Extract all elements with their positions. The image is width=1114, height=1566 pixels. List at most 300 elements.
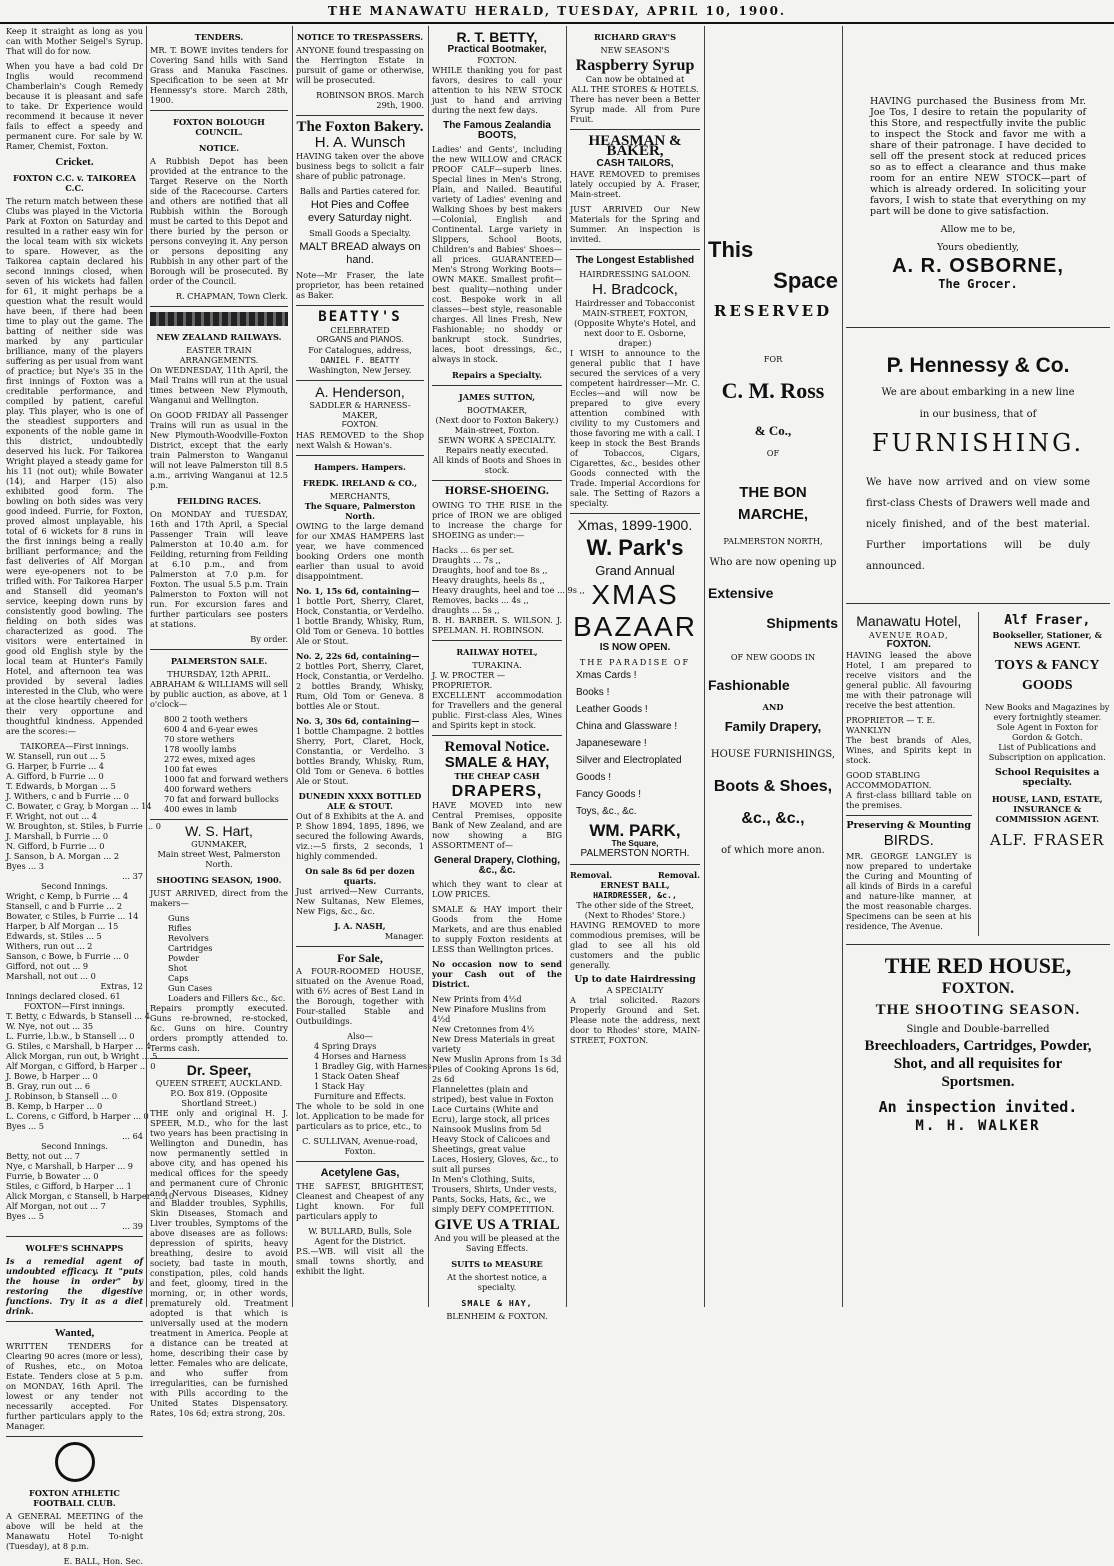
bradcock-heading: H. Bradcock,	[592, 281, 678, 298]
hamper-3-text: 1 bottle Champagne. 2 bottles Sherry, Port, Claret, Hock, Constantia, or Verdelho. 3 bottles Brandy, Whisky, Rum, Old Tom or Geneva. 6 bottles Ale or Stout.	[296, 726, 424, 786]
manawatu-hotel-text-2: The best brands of Ales, Wines, and Spirits kept in stock.	[846, 735, 972, 765]
speer-box: P.O. Box 819. (Opposite Shortland Street.)	[170, 1088, 268, 1108]
manawatu-hotel-text: HAVING leased the above Hotel, I am prepared to receive visitors and the general public. All favouring me with their patronage will receive the best attention.	[846, 650, 972, 710]
score-row: A. Gifford, b Furrie ... 0	[6, 771, 104, 781]
score-row: Nye, c Marshall, b Harper ... 9	[6, 1161, 134, 1171]
score-row: W. Nye, not out ... 35	[6, 1021, 94, 1031]
sale-items	[150, 714, 288, 814]
birds-text: BIRDS.	[883, 832, 934, 849]
beatty-organs: ORGANS and PIANOS.	[316, 335, 404, 344]
divider	[432, 480, 562, 481]
park-heading: W. Park's	[586, 535, 684, 560]
henderson-town: FOXTON.	[341, 420, 379, 429]
fraser-text-2: Sole Agent in Foxton for Gordon & Gotch.	[996, 722, 1098, 742]
list-item: In Men's Clothing, Suits, Trousers, Shirts, Under vests, Pants, Socks, Hats, &c., we simply DEFY COMPETITION.	[432, 1174, 557, 1214]
hart-subheading: GUNMAKER,	[191, 839, 247, 849]
heasman-heading: HEASMAN & BAKER,	[588, 133, 682, 159]
acetylene-ps: P.S.—WB. will visit all the small towns shortly, and exhibit the light.	[296, 1246, 424, 1276]
grand-annual-text: Grand Annual	[595, 563, 675, 578]
score-row: J. Robinson, b Stansell ... 0	[6, 1091, 118, 1101]
divider	[296, 115, 424, 116]
column-divider	[428, 26, 429, 1307]
list-item: draughts ... 5s ,,	[432, 605, 500, 615]
removal-label: Removal.	[657, 870, 700, 880]
divider	[6, 1436, 143, 1437]
divider	[296, 1161, 424, 1162]
suits-heading: SUITS to MEASURE	[451, 1259, 543, 1269]
score-row: T. Betty, c Edwards, b Stansell ... 4	[6, 1011, 150, 1021]
bradcock-text: I WISH to announce to the general public that I have secured the services of a very competent hairdresser—Mr. C. Eccles—and will now be prepared to give every attention combined with civility to my Customers and those favoring me with a call. I keep in stock the Best Brands of Tobaccos, Cigars, Cigarettes, &c., besides other Goods connected with the Trade. Imperial Accordions for sale. The Setting of Razors a specialty.	[570, 348, 700, 508]
score-row: Alf Morgan, c Gifford, b Harper ... 0	[6, 1061, 156, 1071]
divider	[150, 819, 288, 820]
masthead: THE MANAWATU HERALD, TUESDAY, APRIL 10, 1900.	[0, 0, 1114, 24]
ireland-subheading: MERCHANTS,	[329, 491, 391, 501]
list-item: Heavy draughts, heels 8s ,,	[432, 575, 545, 585]
nash-title: Manager.	[384, 931, 424, 941]
space-text: Space	[773, 268, 838, 293]
beatty-name: DANIEL F. BEATTY	[320, 355, 400, 365]
ireland-text: OWING to the large demand for our XMAS HAMPERS last year, we have commenced booking Orders one month earlier than usual to avoid disappointment.	[296, 521, 424, 581]
removal-label: Removal.	[570, 870, 613, 880]
column-divider	[704, 26, 705, 1307]
breechloaders-text: Breechloaders, Cartridges, Powder, Shot, and all requisites for Sportsmen.	[864, 1038, 1092, 1090]
list-item: Hacks ... 6s per set.	[432, 545, 515, 555]
divider	[6, 1236, 143, 1237]
divider	[570, 129, 700, 130]
beatty-subheading: CELEBRATED	[330, 325, 390, 335]
score-row: J. Bowe, b Harper ... 0	[6, 1071, 98, 1081]
sewn-work-text: SEWN WORK A SPECIALTY.	[438, 435, 556, 445]
railway-hotel-proprietor: J. W. PROCTER — PROPRIETOR.	[432, 670, 506, 690]
ball-address: The other side of the Street, (Next to Rhodes' Store.)	[576, 900, 694, 920]
list-item: New Dress Materials in great variety	[432, 1034, 555, 1054]
heasman-subheading: CASH TAILORS,	[596, 158, 674, 169]
sale-date: THURSDAY, 12th APRIL.	[167, 669, 271, 679]
list-item: China and Glassware !	[576, 721, 678, 732]
list-item: Fancy Goods !	[576, 789, 642, 800]
speer-text: THE only and original H. J. SPEER, M.D., who for the last two years has been practising in Wellington and Dunedin, has now permanently settled in above city, and has opened his medical offices for the speedy and permanent cure of Chronic and Nervous Diseases, Kidney and Bladder troubles, Syphilis, Skin Diseases, Stomach and Liver troubles, Symptoms of the above diseases are as follows: depression of spirits, heavy breathing, desire to avoid society, bad taste in mouth, constipation, piles, cold hands and feet, gloomy, tired in the morning, or, in other words, prematurely old. Treatment adopted is that which is universally used at the modern treatment in America. People at a distance can be treated at home, describing their case by letter. Females who are delicate, and who suffer from irregularities, can be furnished with Pills according to the United States Dispensatory. Rates, 10s 6d; extra strong, 20s.	[150, 1108, 288, 1418]
xmas-heading: XMAS	[591, 579, 679, 610]
list-item: Revolvers	[168, 933, 209, 943]
malt-bread-text: MALT BREAD always on hand.	[299, 241, 421, 266]
list-item: New Cretonnes from 4½	[432, 1024, 535, 1034]
beatty-heading: BEATTY'S	[318, 309, 402, 325]
henderson-text: HAS REMOVED to the Shop next Walsh & Howan's.	[296, 430, 424, 450]
manawatu-hotel-heading: Manawatu Hotel,	[856, 613, 962, 629]
score-row: T. Edwards, b Morgan ... 5	[6, 781, 116, 791]
score-row: G. Stiles, c Marshall, b Harper ... 4	[6, 1041, 152, 1051]
divider	[6, 1321, 143, 1322]
for-text: FOR	[763, 354, 783, 364]
list-item: Laces, Hosiery, Gloves, &c., to suit all purses	[432, 1154, 559, 1174]
trial-text: And you will be pleased at the Saving Effects.	[434, 1233, 560, 1253]
ball-heading: ERNEST BALL,	[600, 880, 670, 890]
score-list-2	[6, 891, 143, 1001]
score-total: Innings declared closed. 61	[6, 991, 121, 1001]
divider	[150, 649, 288, 650]
score-list-4	[6, 1151, 175, 1231]
hairdressing-saloon-heading: HAIRDRESSING SALOON.	[579, 269, 691, 279]
gray-stores: ALL THE STORES & HOTELS.	[571, 84, 699, 94]
list-item: Books !	[576, 687, 610, 698]
wanted-heading: Wanted,	[54, 1327, 95, 1339]
hart-text-2: Repairs promptly executed. Guns re-browned, re-stocked, &c. Guns on hire. Country orders promptly attended to. Terms cash.	[150, 1003, 288, 1053]
divider	[846, 603, 1110, 604]
right-ad-column	[985, 612, 1111, 936]
ball-text-2: A trial solicited. Razors Properly Ground and Set. Please note the address, next door to Rhodes' store, MAIN-STREET, FOXTON.	[570, 995, 700, 1045]
heasman-text-2: JUST ARRIVED Our New Materials for the Spring and Summer. An inspection is invited.	[570, 204, 700, 244]
list-item: Heavy Stock of Calicoes and Sheetings, great value	[432, 1134, 551, 1154]
railways-subheading: EASTER TRAIN ARRANGEMENTS.	[179, 345, 259, 365]
gray-text: Can now be obtained at	[585, 74, 685, 84]
hart-address: Main street West, Palmerston North.	[157, 849, 281, 869]
acetylene-signature: W. BULLARD, Bulls, Sole Agent for the District.	[308, 1226, 412, 1246]
fraser-subheading: Bookseller, Stationer, & NEWS AGENT.	[992, 630, 1102, 650]
list-item: Draughts ... 7s ,,	[432, 555, 501, 565]
arrived-text: Just arrived—New Currants, New Sultanas, New Elemes, New Figs, &c., &c.	[296, 886, 424, 916]
list-item: 1 Stack Oaten Sheaf	[314, 1071, 399, 1081]
list-item: Shot	[168, 963, 188, 973]
horseshoeing-signature: B. H. BARBER. S. WILSON. J. SPELMAN. H. ROBINSON.	[432, 615, 562, 635]
beatty-address: Washington, New Jersey.	[308, 365, 412, 375]
etc-text: &c., &c.,	[741, 810, 805, 827]
list-item: Cartridges	[168, 943, 213, 953]
baker-note: Note—Mr Fraser, the late proprietor, has been retained as Baker.	[296, 270, 424, 300]
railways-heading: NEW ZEALAND RAILWAYS.	[156, 332, 282, 342]
drapers-heading: DRAPERS,	[451, 783, 543, 800]
list-item: New Pinafore Muslins from 4½d	[432, 1004, 547, 1024]
score-row: F. Wright, not out ... 4	[6, 811, 98, 821]
column-divider	[292, 26, 293, 1307]
score-row: Alick Morgan, c Stansell, b Harper ... 10	[6, 1191, 175, 1201]
manawatu-hotel-billiard: A first-class billiard table on the premises.	[846, 790, 972, 810]
grocer-text: The Grocer.	[938, 277, 1018, 291]
fraser-text-3: List of Publications and Subscription on application.	[988, 742, 1106, 762]
column-5	[570, 26, 700, 1307]
alf-fraser-name: ALF. FRASER	[990, 831, 1105, 849]
osborne-text: HAVING purchased the Business from Mr. Joe Tos, I desire to retain the popularity of this Store, and respectfully invite the public to inspect the Stock and favor me with a share of their patronage. I have decided to sell off the present stock at reduced prices so as to effect a clearance and thus make room for an entire NEW STOCK—part of which is already ordered. In soliciting your favors, I wish to state that everything on my part will be done to give satisfaction.	[870, 96, 1086, 217]
bon-marche-heading: THE BON MARCHE,	[738, 484, 808, 523]
score-row: Extras, 12	[100, 981, 143, 991]
small-goods-text: Small Goods a Specialty.	[309, 228, 411, 238]
trespassers-text: ANYONE found trespassing on the Herrington Estate in pursuit of game or otherwise, will be prosecuted.	[296, 45, 425, 85]
zealandia-text: Ladies' and Gents', including the new WILLOW and CRACK PROOF CALF—superb lines. Special lines in Men's Strong, Plain, and Nailed. Beautiful variety of Ladies' evening and Walking Shoes by best makers—Colonial, English and Continental. Large variety in Slippers, School Boots, Children's and Babies' Shoes—all prices. GUARANTEED—Men's Strong Working Boots—OWN MAKE. Smallest profit—best quality—nothing under cost. Bespoke work in all classes—best style, reasonable charges. All lines Fresh, New Fashionable; no shoddy or bankrupt stock. Sundries, laces, boot dressings, &c., always in stock.	[432, 144, 562, 364]
column-2	[150, 26, 289, 1418]
column-4	[432, 26, 585, 1321]
list-item: Guns	[168, 913, 190, 923]
toys-fancy-goods-heading: TOYS & FANCY GOODS	[995, 658, 1100, 693]
suits-text: At the shortest notice, a specialty.	[447, 1272, 547, 1292]
divider	[846, 815, 972, 816]
score-row: J. Withers, c and b Furrie ... 0	[6, 791, 129, 801]
shooting-season-heading: SHOOTING SEASON, 1900.	[156, 875, 282, 885]
list-item: 4 Horses and Harness	[314, 1051, 407, 1061]
score-row: Bowater, c Stiles, b Furrie ... 14	[6, 911, 139, 921]
horseshoeing-heading: HORSE-SHOEING.	[444, 486, 550, 497]
hart-text: JUST ARRIVED, direct from the makers—	[150, 888, 288, 908]
list-item: 600 4 and 6-year ewes	[164, 724, 258, 734]
list-item: 1 Stack Hay	[314, 1081, 365, 1091]
score-row: G. Harper, b Furrie ... 4	[6, 761, 105, 771]
ball-text: HAVING REMOVED to more commodious premises, will be glad to see all his old customers and the public generally.	[570, 920, 700, 970]
column-1	[6, 26, 175, 1566]
score-row: Alick Morgan, run out, b Wright ... 5	[6, 1051, 158, 1061]
score-total: ... 39	[122, 1221, 143, 1231]
list-item: 1 Bradley Gig, with Harness	[314, 1061, 432, 1071]
list-item: Flannelettes (plain and striped), best value in Foxton	[432, 1084, 554, 1104]
forsale-signature: C. SULLIVAN, Avenue-road, Foxton.	[302, 1136, 418, 1156]
score-row: J. Sanson, b A. Morgan ... 2	[6, 851, 120, 861]
divider	[150, 306, 288, 307]
score-heading-3: FOXTON—First innings.	[23, 1001, 125, 1011]
removal-notice-heading: Removal Notice.	[444, 739, 550, 755]
ross-co: & Co.,	[754, 423, 792, 438]
forsale-text: A FOUR-ROOMED HOUSE, situated on the Avenue Road, with 6½ acres of Best Land in the Borough, together with Four-stalled Stable and Outbuildings.	[296, 966, 424, 1026]
railway-hotel-text: EXCELLENT accommodation for Travellers and the general public. First-class Ales, Wines and Spirits kept in stock.	[432, 690, 562, 730]
anon-text: of which more anon.	[721, 845, 825, 856]
divider	[150, 1058, 288, 1059]
paradise-text: THE PARADISE OF	[579, 657, 691, 667]
ireland-address: The Square, Palmerston North.	[304, 501, 416, 521]
heasman-text: HAVE REMOVED to premises lately occupied by A. Fraser, Main-street.	[570, 169, 700, 199]
wunsch-heading: H. A. Wunsch	[314, 134, 406, 151]
trespassers-signature: ROBINSON BROS. March 29th, 1900.	[316, 90, 424, 110]
score-row: Stiles, c Gifford, b Harper ... 1	[6, 1181, 132, 1191]
list-item: 400 forward wethers	[164, 784, 252, 794]
column-6	[708, 26, 838, 1307]
speer-address: QUEEN STREET, AUCKLAND.	[155, 1078, 283, 1088]
list-item: Draughts, hoof and toe 8s ,,	[432, 565, 548, 575]
shooting-season-text: THE SHOOTING SEASON.	[875, 1002, 1081, 1018]
smale-text-4: No occasion now to send your Cash out of the District.	[432, 959, 562, 989]
list-item: 178 woolly lambs	[164, 744, 237, 754]
intro-text: Keep it straight as long as you can with Mother Seigel's Syrup. That will do for now.	[6, 26, 143, 56]
removal-row	[570, 870, 700, 880]
divider	[296, 455, 424, 456]
horseshoeing-prices	[432, 545, 585, 615]
general-drapery-heading: General Drapery, Clothing, &c., &c.	[434, 855, 560, 876]
extensive-text: Extensive	[708, 585, 774, 601]
railways-text-2: On GOOD FRIDAY all Passenger Trains will run as usual in the New Plymouth-Woodville-Foxton District, except that the early train Palmerston to Wanganui will not leave Palmerston till 8.5 a.m., arriving Wanganui at 12.5 p.m.	[150, 410, 288, 490]
list-item: 800 2 tooth wethers	[164, 714, 248, 724]
sale-text: ABRAHAM & WILLIAMS will sell by public auction, as above, at 1 o'clock—	[150, 679, 288, 709]
smale-hay-locations: BLENHEIM & FOXTON.	[446, 1311, 548, 1321]
dunedin-heading: DUNEDIN XXXX BOTTLED ALE & STOUT.	[298, 791, 422, 811]
betty-town: FOXTON.	[477, 55, 517, 65]
column-7	[846, 26, 1110, 1307]
acetylene-heading: Acetylene Gas,	[320, 1167, 400, 1179]
list-item: Toys, &c., &c.	[576, 806, 637, 817]
list-item: 1000 fat and forward wethers	[164, 774, 289, 784]
forsale-also: Also—	[347, 1031, 373, 1041]
score-total: ... 37	[122, 871, 143, 881]
football-signature: E. BALL, Hon. Sec.	[63, 1556, 143, 1566]
business-text: in our business, that of	[919, 409, 1037, 420]
list-item: Lace Curtains (White and Ecru), large stock, all prices	[432, 1104, 550, 1124]
longest-established-heading: The Longest Established	[575, 255, 695, 266]
fraser-heading: Alf Fraser,	[1004, 613, 1091, 628]
score-heading-1: TAIKOREA—First innings.	[20, 741, 129, 751]
divider	[846, 944, 1110, 945]
score-row: Byes ... 5	[6, 1121, 44, 1131]
score-heading-4: Second Innings.	[41, 1141, 108, 1151]
divider	[296, 946, 424, 947]
forsale-items	[296, 1041, 432, 1101]
wm-park-name: WM. PARK,	[589, 821, 681, 840]
hart-items	[150, 913, 288, 1003]
hamper-3-heading: No. 3, 30s 6d, containing—	[296, 716, 420, 726]
divider	[296, 305, 424, 306]
smale-text-3: SMALE & HAY import their Goods from the Home Markets, and are thus enabled to supply Foxton residents at LESS than Wellington prices.	[432, 904, 562, 954]
smale-hay-heading: SMALE & HAY,	[444, 754, 550, 771]
score-row: B. Gray, run out ... 6	[6, 1081, 91, 1091]
ball-subheading: HAIRDRESSER, &c.,	[593, 890, 677, 900]
red-house-heading: THE RED HOUSE,	[884, 953, 1072, 978]
of-text: OF	[766, 448, 780, 458]
schnapps-heading: WOLFE'S SCHNAPPS	[25, 1243, 124, 1253]
hamper-1-text: 1 bottle Port, Sherry, Claret, Hock, Constantia, or Verdelho. 1 bottle Brandy, Whisky, Rum, Old Tom or Geneva. 10 bottles Ale or Stout.	[296, 596, 424, 646]
score-row: Furrie, b Bowater ... 0	[6, 1171, 99, 1181]
score-row: W. Stansell, run out ... 5	[6, 751, 106, 761]
list-item: Japaneseware !	[576, 738, 647, 749]
zealandia-heading: The Famous Zealandia BOOTS,	[443, 120, 551, 141]
column-divider	[146, 26, 147, 1307]
left-ad-column	[846, 612, 972, 936]
score-row: B. Kemp, b Harper ... 0	[6, 1101, 103, 1111]
smale-text-2: which they want to clear at LOW PRICES.	[432, 879, 562, 899]
ross-heading: C. M. Ross	[721, 378, 825, 403]
score-row: Betty, not out ... 7	[6, 1151, 80, 1161]
smale-items	[432, 994, 562, 1214]
score-row: Withers, run out ... 2	[6, 941, 93, 951]
manawatu-hotel-town: FOXTON.	[886, 639, 931, 650]
tenders-heading: TENDERS.	[194, 32, 244, 42]
yours-text: Yours obediently,	[937, 242, 1019, 253]
henderson-heading: A. Henderson,	[315, 384, 405, 400]
races-heading: FEILDING RACES.	[176, 496, 262, 506]
raspberry-syrup-heading: Raspberry Syrup	[575, 57, 695, 74]
gray-heading: RICHARD GRAY'S	[594, 32, 676, 42]
park-town: PALMERSTON NORTH.	[580, 848, 690, 859]
bradcock-address-2: (Opposite Whyte's Hotel, and next door to E. Osborne, draper.)	[574, 318, 696, 348]
list-item: Leather Goods !	[576, 704, 648, 715]
xmas-1899-heading: Xmas, 1899-1900.	[577, 517, 693, 533]
score-heading-2: Second Innings.	[41, 881, 108, 891]
balls-text: Balls and Parties catered for.	[299, 186, 421, 196]
list-item: Nainsook Muslins from 5d	[432, 1124, 542, 1134]
school-requisites-text: School Requisites a specialty.	[995, 767, 1100, 788]
divider	[432, 385, 562, 386]
list-item: Loaders and Fillers &c., &c.	[168, 993, 286, 1003]
and-text: AND	[762, 702, 784, 712]
list-item: Piles of Cooking Aprons 1s 6d, 2s 6d	[432, 1064, 559, 1084]
list-item: 400 ewes in lamb	[164, 804, 237, 814]
tenders-text: MR. T. BOWE invites tenders for Covering Sand hills with Sand Grass and Manuka Fascines. Specification to be seen at Mr Hennessy's store. March 28th, 1900.	[150, 45, 288, 105]
cricket-report: The return match between these Clubs was played in the Victoria Park at Foxton on Saturday and resulted in a rather easy win for the local team with six wickets to spare. However, as the Taikorea captain declared his second innings closed, when seven of his wickets had fallen for 61, it might perhaps be a question what the result would have been, if there had been time to play out the game. The batting of neither side was marked by any particular brilliance, many of the players suffering as per usual from want of practice; but Nye's 35 in the first innings of Foxton was a creditable performance, and compiled by patient, careful play. This player, who is one of the steadiest supporters and exponents of the noble game in this district, undoubtedly deserved his luck. For Taikorea Wright played a steady game for his 11 (not out); while Bowater (14), and Harper (15) also exhibited good form. The bowling on both sides was very good indeed. Furrie, for Foxton, proved almost unplayable, his total of 6 wickets for 8 runs in the first innings being a really brilliant performance; and the fast deliveries of Alf Morgan were eye-openers not to be trifled with. For Taikorea Harper and Stansell did yeoman's service, keeping down runs by consistently good bowling. The fielding on both sides was characterized as good. The visitors were entertained in good old English style by the local team at Hunter's Family Hotel, and afternoon tea was provided by several ladies interested in the Club, who were at the close heartily cheered for their very opportune and thoughtful kindness. Appended are the scores:—	[6, 196, 143, 736]
hamper-2-text: 2 bottles Port, Sherry, Claret, Hock, Constantia, or Verdelho. 2 bottles Brandy, Whisky, Rum, Old Tom or Geneva. 8 bottles Ale or Stout.	[296, 661, 424, 711]
list-item: Heavy draughts, heel and toe ... 9s ,,	[432, 585, 585, 595]
fashionable-text: Fashionable	[708, 677, 790, 693]
house-agent-text: HOUSE, LAND, ESTATE, INSURANCE & COMMISSION AGENT.	[991, 794, 1103, 824]
score-row: Sanson, c Bowe, b Furrie ... 0	[6, 951, 129, 961]
list-item: 4 Spring Drays	[314, 1041, 377, 1051]
manawatu-hotel-address: AVENUE ROAD,	[868, 630, 949, 640]
henderson-subheading: SADDLER & HARNESS-MAKER,	[309, 400, 411, 420]
red-house-town: FOXTON.	[941, 980, 1015, 997]
now-open-text: IS NOW OPEN.	[599, 642, 671, 653]
council-text: A Rubbish Depot has been provided at the entrance to the Target Reserve on the North side of the Racecourse. Carters and others are notified that all Rubbish within the Borough must be carted to this Depot and there buried by the person or persons conveying it. Any person or persons depositing any Rubbish in any other part of the Borough will be prosecuted. By order of the Council.	[150, 156, 288, 286]
park-items	[570, 667, 700, 820]
manawatu-hotel-stabling: GOOD STABLING ACCOMMODATION.	[846, 770, 932, 790]
score-list-3	[6, 1011, 158, 1141]
list-item: 272 ewes, mixed ages	[164, 754, 256, 764]
gray-subheading: NEW SEASON'S	[600, 45, 670, 55]
wanted-text: WRITTEN TENDERS for Clearing 90 acres (more or less), of Rushes, etc., on Motoa Estate. Tenders close at 5 p.m. on MONDAY, 16th April. The lowest or any tender not necessarily accepted. For further particulars apply to the Manager.	[6, 1341, 143, 1431]
house-furnishings-text: HOUSE FURNISHINGS,	[710, 749, 836, 760]
sutton-stock: All kinds of Boots and Shoes in stock.	[432, 455, 562, 475]
osborne-name: A. R. OSBORNE,	[892, 255, 1064, 277]
races-text: On MONDAY and TUESDAY, 16th and 17th April, a Special Passenger Train will leave Palmerston at 10.40 a.m. for Feilding, returning from Feilding at 6.10 p.m., and from Palmerston at 7.0 p.m. for Foxton. The usual 5.5 p.m. Train Palmerston to Foxton will not run. For excursion fares and further particulars see posters at stations.	[150, 509, 288, 629]
divider	[432, 640, 562, 641]
sutton-heading: JAMES SUTTON,	[458, 392, 536, 402]
repairs-heading: Repairs a Specialty.	[452, 370, 542, 380]
score-row: C. Bowater, c Gray, b Morgan ... 14	[6, 801, 152, 811]
cricket-heading: Cricket.	[55, 156, 94, 168]
this-text: This	[708, 237, 754, 262]
score-row: Wright, c Kemp, b Furrie ... 4	[6, 891, 129, 901]
list-item: Gun Cases	[168, 983, 213, 993]
list-item: 100 fat ewes	[164, 764, 217, 774]
smale-text: HAVE MOVED into new Central Premises, opposite Bank of New Zealand, and are now showing a BIG ASSORTMENT of—	[432, 800, 562, 850]
family-drapery-text: Family Drapery,	[724, 719, 822, 734]
smale-hay-footer: SMALE & HAY,	[461, 1298, 533, 1308]
score-row: Harper, b Alf Morgan ... 15	[6, 921, 119, 931]
specialty-text: A SPECIALTY	[606, 985, 664, 995]
allow-text: Allow me to be,	[940, 224, 1016, 235]
list-item: Caps	[168, 973, 189, 983]
divider	[846, 327, 1110, 328]
score-row: Marshall, not out ... 0	[6, 971, 96, 981]
train-illustration	[150, 312, 288, 326]
list-item: Xmas Cards !	[576, 670, 637, 681]
score-list-1	[6, 751, 161, 881]
hart-heading: W. S. Hart,	[185, 823, 253, 839]
list-item: Removes, backs ... 4s ,,	[432, 595, 529, 605]
divider	[432, 735, 562, 736]
speer-heading: Dr. Speer,	[186, 1062, 252, 1078]
betty-text: WHILE thanking you for past favors, desires to call your attention to his NEW STOCK just to hand and arriving during the next few days.	[432, 65, 562, 115]
railway-hotel-town: TURAKINA.	[472, 660, 522, 670]
score-total: ... 64	[122, 1131, 143, 1141]
council-heading: FOXTON BOLOUGH COUNCIL.	[173, 117, 265, 137]
schnapps-text: Is a remedial agent of undoubted efficacy. It "puts the house in order" by restoring the digestive functions. Try it as a diet drink.	[6, 1256, 143, 1316]
embark-text: We are about embarking in a new line	[881, 387, 1075, 398]
list-item: 70 fat and forward bullocks	[164, 794, 279, 804]
football-club-emblem	[55, 1442, 95, 1482]
acetylene-text: THE SAFEST, BRIGHTEST, Cleanest and Cheapest of any Light known. For full particulars apply to	[296, 1181, 424, 1221]
beatty-catalogues: For Catalogues, address,	[308, 345, 412, 355]
column-3	[296, 26, 432, 1307]
dozen-text: On sale 8s 6d per dozen quarts.	[305, 866, 415, 886]
bradcock-subheading: Hairdresser and Tobacconist	[575, 298, 695, 308]
list-item: New Prints from 4½d	[432, 994, 522, 1004]
shipments-text: Shipments	[766, 615, 838, 631]
forsale-text-2: The whole to be sold in one lot. Application to be made for particulars as to price, etc., to	[296, 1101, 424, 1131]
birds-heading: Preserving & Mounting	[846, 820, 972, 831]
list-item: New Muslin Aprons from 1s 3d	[432, 1054, 562, 1064]
bakery-heading: The Foxton Bakery.	[296, 119, 424, 135]
cough-remedy-text: When you have a bad cold Dr Inglis would recommend Chamberlain's Cough Remedy because it is pleasant and safe to take. Dr Experience would recommend it because it never fails to effect a speedy and permanent cure. For sale by W. Ramer, Chemist, Foxton.	[6, 61, 143, 151]
